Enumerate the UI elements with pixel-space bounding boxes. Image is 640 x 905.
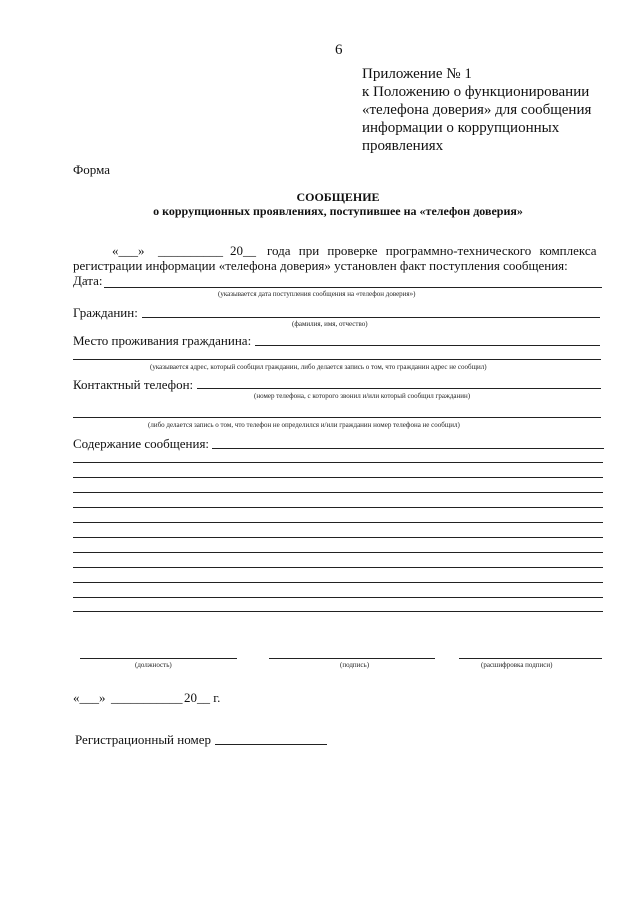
appendix-line: информации о коррупционных (362, 120, 560, 136)
decoding-hint: (расшифровка подписи) (481, 661, 553, 669)
footer-month-blank: ___________ (111, 690, 183, 705)
appendix-line: «телефона доверия» для сообщения (362, 102, 592, 118)
content-line[interactable] (73, 582, 603, 583)
content-line[interactable] (73, 492, 603, 493)
phone-field[interactable] (197, 388, 601, 389)
citizen-hint: (фамилия, имя, отчество) (292, 320, 368, 328)
content-line[interactable] (73, 537, 603, 538)
decoding-field[interactable] (459, 658, 602, 659)
intro-text: года при проверке программно-технического комплекса (267, 243, 597, 258)
page-number: 6 (335, 42, 343, 58)
content-line[interactable] (73, 552, 603, 553)
footer-date-open: «___» (73, 690, 106, 705)
document-title: СООБЩЕНИЕ (296, 190, 380, 204)
phone-hint: (номер телефона, с которого звонил и/или который сообщил гражданин) (254, 392, 471, 400)
content-line[interactable] (73, 522, 603, 523)
appendix-line: проявлениях (362, 138, 444, 154)
form-label: Форма (73, 162, 110, 177)
residence-field[interactable] (255, 345, 600, 346)
date-hint: (указывается дата поступления сообщения на «телефон доверия») (218, 290, 416, 298)
appendix-line: к Положению о функционировании (362, 84, 590, 100)
phone-field-2[interactable] (73, 417, 601, 418)
intro-month-blank: __________ (158, 243, 223, 258)
content-line[interactable] (73, 597, 603, 598)
footer-year: 20__ г. (184, 690, 221, 705)
residence-label: Место проживания гражданина: (73, 333, 252, 348)
content-line[interactable] (73, 611, 603, 612)
intro-line2: регистрации информации «телефона доверия» установлен факт поступления сообщения: (73, 258, 568, 273)
content-line[interactable] (73, 477, 603, 478)
content-line[interactable] (73, 462, 603, 463)
signature-field[interactable] (269, 658, 435, 659)
registration-label: Регистрационный номер (75, 732, 211, 747)
date-field[interactable] (104, 287, 602, 288)
signature-hint: (подпись) (340, 661, 370, 669)
phone-hint-2: (либо делается запись о том, что телефон не определился и/или гражданин номер телефона не сообщил) (148, 421, 460, 429)
content-line[interactable] (73, 507, 603, 508)
date-label: Дата: (73, 273, 103, 288)
position-hint: (должность) (135, 661, 172, 669)
phone-label: Контактный телефон: (73, 377, 194, 392)
content-label: Содержание сообщения: (73, 436, 210, 451)
position-field[interactable] (80, 658, 237, 659)
content-field[interactable] (212, 448, 604, 449)
appendix-line: Приложение № 1 (362, 66, 472, 82)
citizen-label: Гражданин: (73, 305, 138, 320)
residence-field-2[interactable] (73, 359, 601, 360)
appendix-block (362, 65, 591, 155)
citizen-field[interactable] (142, 317, 600, 318)
registration-field[interactable] (215, 744, 327, 745)
residence-hint: (указывается адрес, который сообщил гражданин, либо делается запись о том, что гражданин адрес не сообщил) (150, 363, 487, 371)
intro-date-open: «___» (112, 243, 145, 258)
intro-year: 20__ (230, 243, 256, 258)
content-line[interactable] (73, 567, 603, 568)
document-subtitle: о коррупционных проявлениях, поступившее на «телефон доверия» (153, 204, 523, 218)
